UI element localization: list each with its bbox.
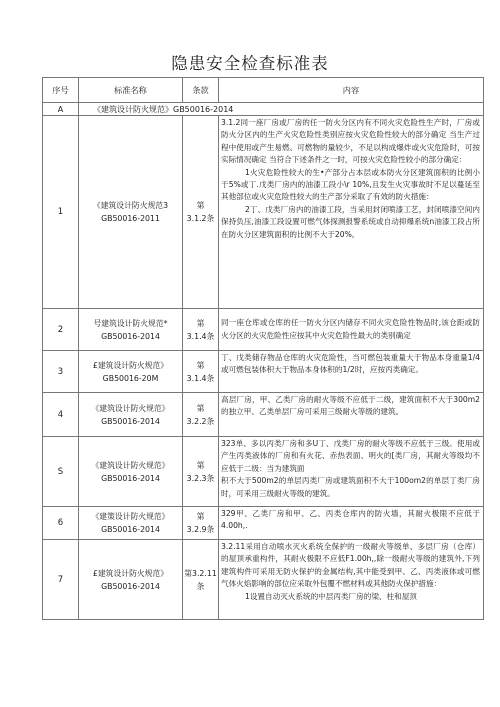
content-paragraph: 323单、多以丙类厂房和多U丁、戊类厂房的耐火等级不应低于三级。使用或产生丙类液体的厂房和有火花、赤热表面、明火的[类厂房，其耐火等级均不应低于二级：当为建筑面: [221, 439, 480, 473]
clause-prefix: 第: [196, 403, 205, 413]
content-cell: [219, 540, 484, 620]
row-number: 4: [43, 393, 79, 437]
header-row: [43, 78, 484, 103]
clause-cell: [183, 507, 219, 540]
clause-cell: [183, 116, 219, 309]
section-row: [43, 103, 484, 116]
standard-name-cell: [79, 437, 183, 507]
clause-cell: [183, 540, 219, 620]
content-paragraph: 329甲、乙类厂房和甲、乙、丙类仓库内的防火墙，其耐火极限不应低于4.00h,.: [221, 509, 480, 531]
clause-number: 3.2.3条: [186, 473, 215, 483]
clause-prefix: 第: [196, 512, 205, 521]
content-paragraph: 丁、戊类储存物品仓库的火灾危险性，当可燃包装重量大于物品本身重量1/4或可燃包装体积大于物品本身体积的1/2时，应按丙类确定。: [221, 353, 480, 375]
content-paragraph: 1火灾危险性较大的生•产部分占本层或本防火分区建筑面积的比例小于5%或丁.戊类厂房内的油漆工段小\r 10%,且发生火灾事故时不足以蔓延至其他部位或火灾危险性较大的生产部分采取了有效的防火措施：: [221, 167, 480, 202]
content-cell: [219, 437, 484, 507]
row-number: 3: [43, 351, 79, 393]
clause-number: 3.1.2条: [186, 214, 215, 223]
standard-name: 《建筑设计防火规范》: [91, 403, 170, 413]
content-paragraph: 同一座仓库或仓库的任一防火分区内储存不同火灾危险性物品时,该仓距或防火分区的火灾危险性应按其中火灾危险性最大的类别确定: [221, 318, 480, 340]
content-cell: [219, 309, 484, 351]
header-content: 内容: [219, 78, 484, 103]
section-letter: A: [43, 103, 79, 116]
clause-cell: [183, 437, 219, 507]
standard-name: 号建筑设计防火规范*: [93, 318, 168, 328]
clause-prefix: 第: [196, 360, 205, 370]
clause-prefix: 第: [196, 201, 205, 210]
content-paragraph: 3.2.11采用自动喷水灭火系统全保护的一级耐火等级单、多层厂房（仓库）的屋顶承重构件，其耐火极限不应低F1.00h,,除一级耐火等级的建筑外,下列建筑构件可采用无防火保护的金属结构,其中能受到甲、乙、丙类液体或可燃气体火焰影响的部位应采取外包覆不燃材料或其他防火保护措施：: [221, 542, 480, 589]
content-paragraph: 高层厂房，甲、乙类厂房的耐火等级不应低于二级，建筑面积不大于300m2的独立甲、乙类单层厂房可采用三级耐火等级的建筑。: [221, 395, 480, 417]
header-name: 标准名称: [79, 78, 183, 103]
standard-name: £建筑设计防火规范》: [92, 568, 169, 578]
table-row: [43, 116, 484, 309]
clause-prefix: 第3.2.11: [184, 568, 217, 578]
table-row: [43, 351, 484, 393]
table-row: [43, 309, 484, 351]
standard-code: GB50016-2014: [101, 581, 160, 591]
clause-cell: [183, 309, 219, 351]
content-cell: [219, 507, 484, 540]
standard-name-cell: [79, 540, 183, 620]
clause-number: 3.2.2条: [186, 416, 215, 426]
standard-name-cell: [79, 351, 183, 393]
clause-prefix: 第: [196, 460, 205, 470]
row-number: 6: [43, 507, 79, 540]
clause-cell: [183, 351, 219, 393]
content-paragraph: 积不大于500m2的单层丙类厂房或建筑面积不大于100om2的单层丁类厂房时，可釆用三级耐火等级的建筑。: [221, 476, 480, 498]
content-cell: [219, 116, 484, 309]
standard-name-cell: [79, 507, 183, 540]
section-title: 《建筑设计防火规范》GB50016-2014: [79, 103, 484, 116]
header-no: 序号: [43, 78, 79, 103]
page-title: 隐患安全检查标准表: [171, 54, 329, 73]
standards-table: [42, 77, 484, 620]
clause-number: 3.1.4条: [186, 373, 215, 383]
table-row: [43, 437, 484, 507]
standard-name: 《建筑设计防火规范》: [91, 460, 170, 470]
standard-name-cell: [79, 309, 183, 351]
row-number: 2: [43, 309, 79, 351]
standard-code: GB50016-2014: [101, 331, 160, 341]
table-row: [43, 540, 484, 620]
standard-code: GB50016-2014: [101, 473, 160, 483]
clause-number: 条: [196, 581, 205, 591]
content-cell: [219, 393, 484, 437]
row-number: 7: [43, 540, 79, 620]
table-row: [43, 507, 484, 540]
standard-code: GB50016-2014: [101, 416, 160, 426]
content-paragraph: 1设置自动灭火系统的中层丙类厂房的梁、柱和屋顶: [245, 591, 417, 601]
table-row: [43, 393, 484, 437]
row-number: 1: [43, 116, 79, 309]
standard-name-cell: [79, 116, 183, 309]
clause-number: 3.2.9条: [186, 525, 215, 534]
standard-name-cell: [79, 393, 183, 437]
clause-number: 3.1.4条: [186, 331, 215, 341]
standard-code: GB50016-2011: [101, 214, 160, 223]
content-paragraph: 3.1.2同一座厂房或厂房的任一防火分区内有不同火灾危险性生产时，厂房或防火分区内的生产火灾危险性类别应按火灾危险性较大的部分确定 当生产过程中使用或产生易燃、可燃物的量较少，不足以构成爆炸或火灾危险时，可按实际情况确定 当符合下述条件之一时，可按火灾危险性较小的部分确定：: [221, 118, 480, 165]
standard-name: £建筑设计防火规范》: [92, 360, 169, 370]
standard-name: 《建筑设计防火规范3: [92, 201, 169, 210]
standard-name: 《建策设计防火规范》: [91, 512, 170, 521]
clause-cell: [183, 393, 219, 437]
row-number: S: [43, 437, 79, 507]
standard-code: GB50016-20M: [102, 373, 159, 383]
content-paragraph: 2丁、戊类厂房内的油漆工段，当采用封闭喷漆工艺，封闭喷漆空间内保持负压,油漆工段设置可燃气体探测报警系统或自动抑爆系统n油漆工段占所在防火分区建筑面积的比例不大于20%。: [221, 204, 480, 239]
content-cell: [219, 351, 484, 393]
standard-code: GB50016-2014: [101, 525, 160, 534]
header-clause: 条款: [183, 78, 219, 103]
clause-prefix: 第: [196, 318, 205, 328]
